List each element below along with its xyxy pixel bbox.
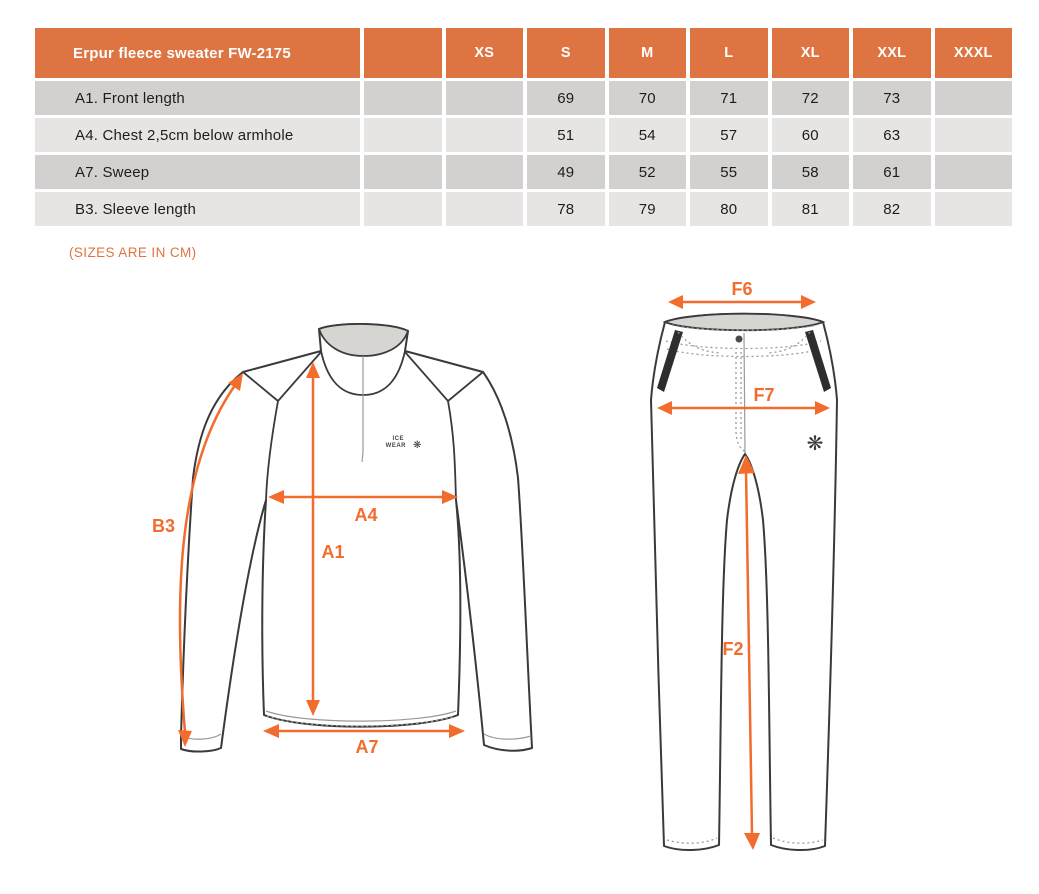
measurement-label: A7. Sweep xyxy=(35,155,360,189)
measurement-diagram xyxy=(0,270,1039,894)
size-column-header-xxxl: XXXL xyxy=(935,28,1013,78)
a7-arrowhead-left xyxy=(263,724,279,738)
size-column-header-m: M xyxy=(609,28,687,78)
size-value-cell: 69 xyxy=(527,81,605,115)
size-value-cell: 81 xyxy=(772,192,850,226)
size-value-cell: 58 xyxy=(772,155,850,189)
size-value-cell: 78 xyxy=(527,192,605,226)
size-value-cell xyxy=(446,81,524,115)
f6-label: F6 xyxy=(731,279,753,299)
size-column-header-s: S xyxy=(527,28,605,78)
logo-line2: WEAR xyxy=(385,443,406,449)
size-value-cell: 49 xyxy=(527,155,605,189)
size-value-cell: 55 xyxy=(690,155,768,189)
size-value-cell xyxy=(364,118,442,152)
size-value-cell xyxy=(364,81,442,115)
size-column-header-l: L xyxy=(690,28,768,78)
size-value-cell: 73 xyxy=(853,81,931,115)
pants-snowflake-icon: ❋ xyxy=(806,431,824,455)
a1-label: A1 xyxy=(321,542,345,562)
size-column-header-xxl: XXL xyxy=(853,28,931,78)
pants-drawing xyxy=(651,279,837,850)
size-value-cell xyxy=(364,192,442,226)
f2-arrow xyxy=(746,470,752,834)
a7-arrowhead-right xyxy=(449,724,465,738)
f7-label: F7 xyxy=(753,385,775,405)
logo-snowflake-icon: ❋ xyxy=(413,440,422,451)
size-value-cell: 57 xyxy=(690,118,768,152)
size-value-cell xyxy=(935,81,1013,115)
size-value-cell xyxy=(446,155,524,189)
a4-label: A4 xyxy=(354,505,378,525)
size-value-cell xyxy=(364,155,442,189)
size-value-cell: 61 xyxy=(853,155,931,189)
waist-button xyxy=(736,336,743,343)
size-column-header-xl: XL xyxy=(772,28,850,78)
size-column-header-xs: XS xyxy=(446,28,524,78)
logo-line1: ICE xyxy=(392,436,404,442)
size-value-cell: 54 xyxy=(609,118,687,152)
table-title: Erpur fleece sweater FW-2175 xyxy=(35,28,360,78)
size-value-cell: 71 xyxy=(690,81,768,115)
measurement-label: A1. Front length xyxy=(35,81,360,115)
size-value-cell: 79 xyxy=(609,192,687,226)
size-value-cell: 60 xyxy=(772,118,850,152)
size-value-cell: 80 xyxy=(690,192,768,226)
size-value-cell xyxy=(935,155,1013,189)
f2-arrowhead-bottom xyxy=(744,833,760,850)
size-value-cell xyxy=(446,192,524,226)
size-value-cell: 52 xyxy=(609,155,687,189)
waistband-inside xyxy=(665,314,823,331)
measurement-label: B3. Sleeve length xyxy=(35,192,360,226)
size-value-cell xyxy=(446,118,524,152)
f6-arrowhead-right xyxy=(801,295,816,309)
size-value-cell xyxy=(935,192,1013,226)
size-value-cell: 70 xyxy=(609,81,687,115)
size-value-cell xyxy=(935,118,1013,152)
size-value-cell: 51 xyxy=(527,118,605,152)
f6-arrowhead-left xyxy=(668,295,683,309)
measurement-label: A4. Chest 2,5cm below armhole xyxy=(35,118,360,152)
size-column-header-blank xyxy=(364,28,442,78)
f2-label: F2 xyxy=(722,639,744,659)
a7-label: A7 xyxy=(355,737,379,757)
size-value-cell: 63 xyxy=(853,118,931,152)
units-note: (SIZES ARE IN CM) xyxy=(69,245,197,260)
sweater-drawing xyxy=(152,324,532,757)
size-table xyxy=(35,28,1012,226)
b3-label: B3 xyxy=(152,516,176,536)
size-value-cell: 72 xyxy=(772,81,850,115)
size-value-cell: 82 xyxy=(853,192,931,226)
